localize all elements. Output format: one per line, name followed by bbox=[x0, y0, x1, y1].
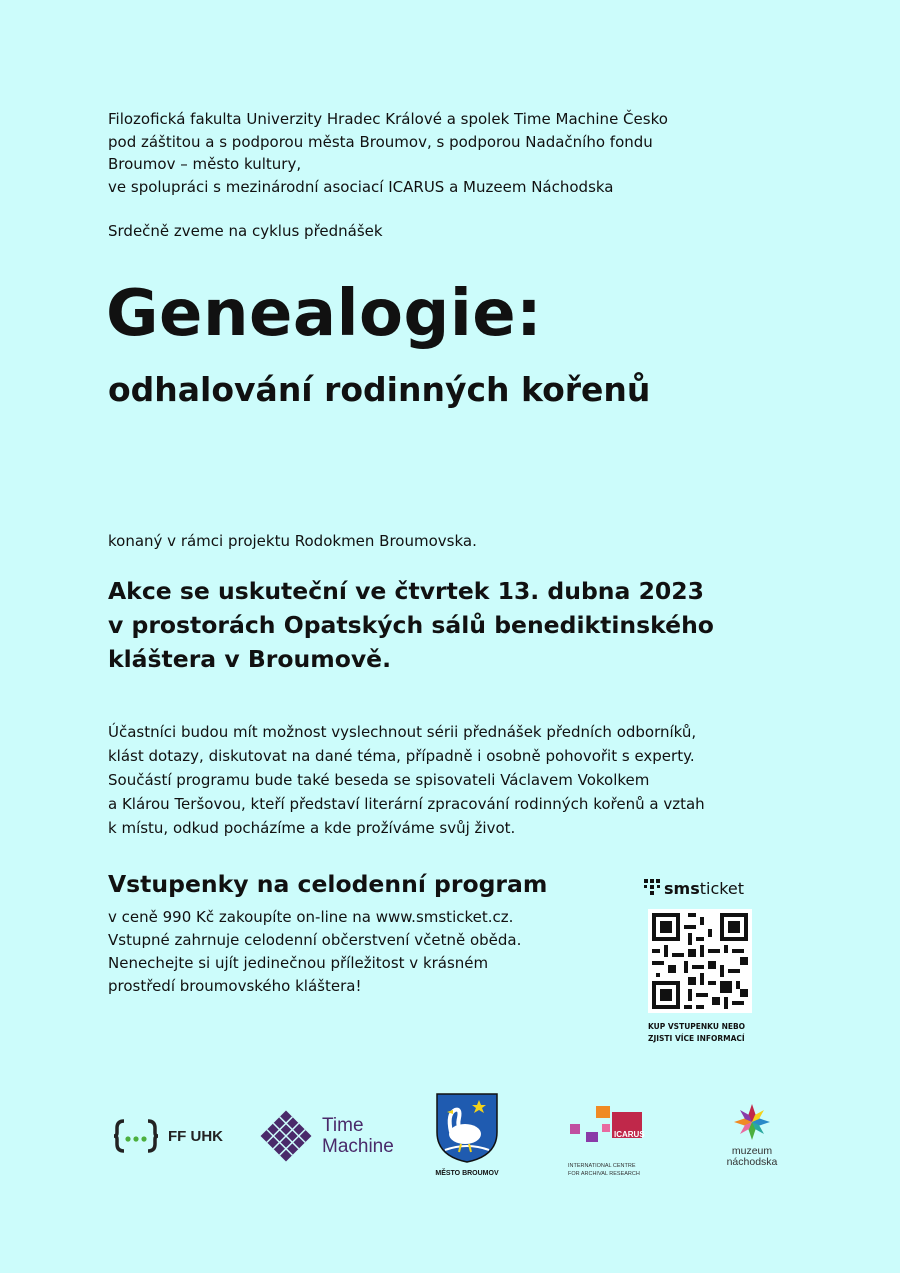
icarus-subtitle bbox=[568, 1162, 688, 1178]
description-line: k místu, odkud pocházíme a kde prožíváme svůj život. bbox=[108, 819, 516, 837]
invitation-text: Srdečně zveme na cyklus přednášek bbox=[108, 222, 383, 240]
ffuhk-logo[interactable] bbox=[112, 1118, 223, 1154]
tickets-info bbox=[108, 906, 521, 998]
page-title: Genealogie: bbox=[106, 277, 543, 351]
smsticket-brand: ticket bbox=[699, 878, 745, 898]
smsticket-block bbox=[642, 875, 782, 1043]
tickets-line: prostředí broumovského kláštera! bbox=[108, 977, 362, 995]
muzeum-label bbox=[712, 1146, 792, 1168]
broumov-label: MĚSTO BROUMOV bbox=[435, 1170, 499, 1177]
timemachine-line: Machine bbox=[322, 1136, 394, 1157]
description-line: Součástí programu bude také beseda se spisovateli Václavem Vokolkem bbox=[108, 771, 650, 789]
description-line: Účastníci budou mít možnost vyslechnout sérii přednášek předních odborníků, bbox=[108, 723, 697, 741]
ffuhk-label: FF UHK bbox=[168, 1127, 223, 1145]
intro-line: ve spolupráci s mezinárodní asociací ICARUS a Muzeem Náchodska bbox=[108, 177, 614, 196]
smsticket-logo bbox=[642, 875, 782, 901]
intro-line: Broumov – město kultury, bbox=[108, 155, 302, 173]
broumov-coat-of-arms-icon bbox=[435, 1092, 499, 1164]
timemachine-diamond-icon bbox=[258, 1108, 314, 1164]
smsticket-icon bbox=[642, 877, 664, 899]
icarus-squares-icon bbox=[568, 1102, 648, 1146]
broumov-logo[interactable] bbox=[432, 1092, 502, 1177]
icarus-subtitle-line: INTERNATIONAL CENTRE bbox=[568, 1163, 636, 1169]
tickets-line: Nenechejte si ujít jedinečnou příležitost v krásném bbox=[108, 954, 489, 972]
tickets-line: Vstupné zahrnuje celodenní občerstvení včetně oběda. bbox=[108, 931, 522, 949]
description-line: klást dotazy, diskutovat na dané téma, případně i osobně pohovořit s experty. bbox=[108, 747, 695, 765]
muzeum-line: náchodska bbox=[726, 1156, 778, 1168]
page-subtitle: odhalování rodinných kořenů bbox=[108, 370, 651, 409]
icarus-label: ICARUS bbox=[614, 1130, 645, 1139]
event-line: kláštera v Broumově. bbox=[108, 645, 392, 673]
description-line: a Klárou Teršovou, kteří představí literární zpracování rodinných kořenů a vztah bbox=[108, 795, 705, 813]
event-details bbox=[108, 574, 808, 676]
tickets-line: v ceně 990 Kč zakoupíte on-line na www.smsticket.cz. bbox=[108, 908, 514, 926]
muzeum-nachodska-logo[interactable] bbox=[712, 1102, 792, 1168]
program-description bbox=[108, 720, 828, 840]
icarus-logo[interactable] bbox=[568, 1102, 688, 1178]
timemachine-logo[interactable] bbox=[258, 1108, 394, 1164]
ffuhk-brace-icon bbox=[112, 1118, 160, 1154]
timemachine-line: Time bbox=[322, 1115, 364, 1136]
intro-line: pod záštitou a s podporou města Broumov, s podporou Nadačního fondu bbox=[108, 132, 653, 151]
qr-caption-line: ZJISTI VÍCE INFORMACÍ bbox=[648, 1034, 745, 1043]
smsticket-brand-bold: sms bbox=[664, 878, 700, 898]
project-note: konaný v rámci projektu Rodokmen Broumovska. bbox=[108, 532, 477, 550]
muzeum-star-icon bbox=[732, 1102, 772, 1142]
muzeum-line: muzeum bbox=[731, 1145, 773, 1157]
tickets-heading: Vstupenky na celodenní program bbox=[108, 870, 548, 898]
qr-caption-line: KUP VSTUPENKU NEBO bbox=[648, 1022, 746, 1031]
intro-line: Filozofická fakulta Univerzity Hradec Králové a spolek Time Machine Česko bbox=[108, 110, 668, 128]
event-line: Akce se uskuteční ve čtvrtek 13. dubna 2023 bbox=[108, 577, 704, 605]
timemachine-label bbox=[322, 1115, 394, 1157]
icarus-subtitle-line: FOR ARCHIVAL RESEARCH bbox=[568, 1171, 640, 1177]
event-line: v prostorách Opatských sálů benediktinského bbox=[108, 611, 714, 639]
qr-code[interactable] bbox=[648, 909, 752, 1013]
qr-caption bbox=[648, 1021, 745, 1045]
organizers-intro bbox=[108, 108, 788, 198]
